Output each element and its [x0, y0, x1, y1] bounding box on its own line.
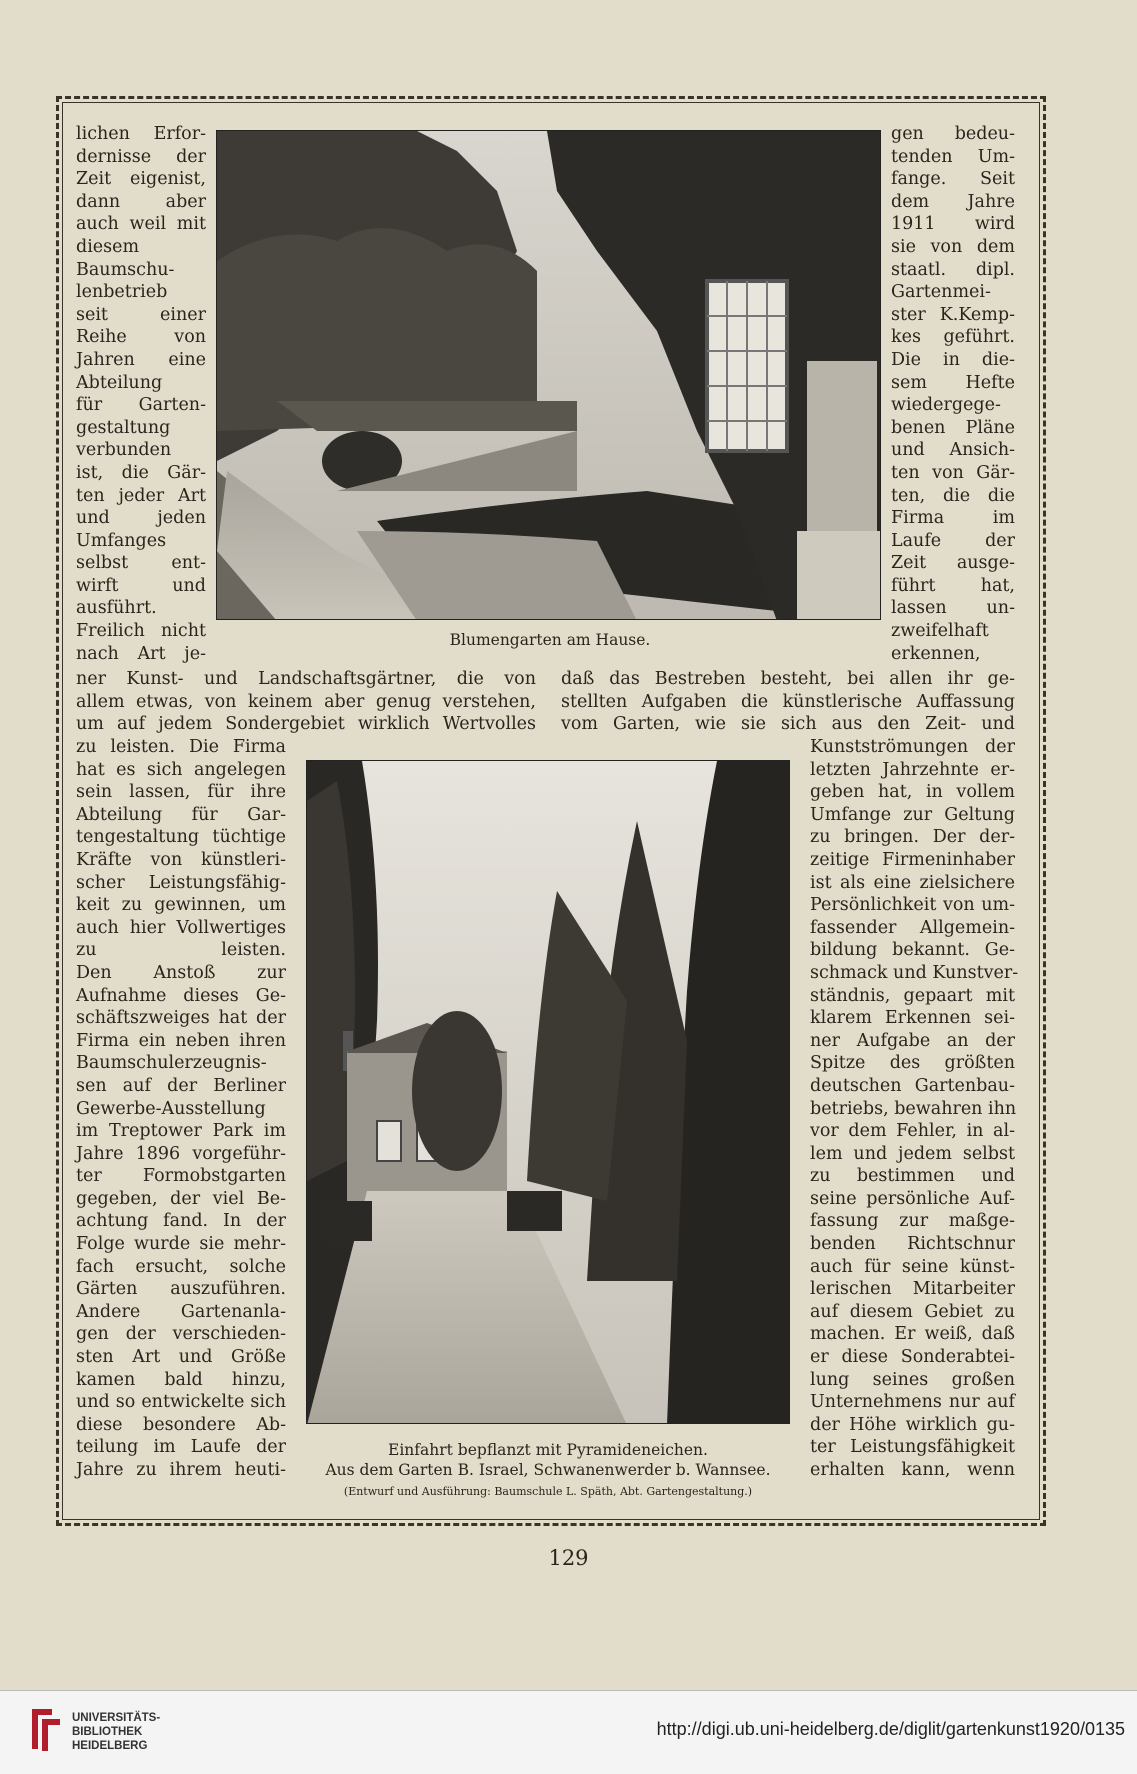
text-line: Zeit eigenist,	[76, 169, 206, 190]
text-line: Jahren eine	[76, 349, 206, 370]
text-line: fassung zur maßge-	[810, 1211, 1015, 1232]
text-line: Andere Gartenanla-	[76, 1301, 286, 1322]
text-line: stellten Aufgaben die künstlerische Auffassung	[561, 691, 1015, 712]
right-column-top	[891, 123, 1015, 665]
text-line: tengestaltung tüchtige	[76, 827, 286, 848]
text-line: Kunstströmungen der	[810, 737, 1015, 757]
text-line: Kräfte von künstleri-	[76, 849, 286, 870]
text-line: um auf jedem Sondergebiet wirklich Wertvolles	[76, 714, 536, 735]
text-line: fange. Seit	[891, 169, 1015, 190]
text-line: Laufe der	[891, 530, 1015, 551]
text-line: diesem	[76, 236, 140, 257]
text-line: Umfange zur Geltung	[810, 804, 1015, 825]
text-line: allem etwas, von keinem aber genug verstehen,	[76, 691, 536, 712]
text-line: auch hier Vollwertiges	[76, 917, 286, 938]
text-line: Abteilung für Gar-	[76, 804, 286, 825]
text-line: teilung im Laufe der	[76, 1437, 286, 1458]
text-line: Zeit ausge-	[891, 553, 1015, 574]
photo-driveway-oaks	[306, 760, 790, 1424]
text-line: benden Richtschnur	[810, 1234, 1015, 1255]
text-line: lassen un-	[891, 598, 1015, 619]
text-line: auf diesem Gebiet zu	[810, 1301, 1015, 1322]
text-line: geben hat, in vollem	[810, 782, 1015, 803]
text-line: zu bestimmen und	[810, 1166, 1015, 1187]
text-line: Jahre 1896 vorgeführ-	[76, 1143, 286, 1164]
text-line: deutschen Gartenbau-	[810, 1075, 1015, 1096]
source-url-link[interactable]: http://digi.ub.uni-heidelberg.de/diglit/gartenkunst1920/0135	[656, 1719, 1125, 1739]
text-line: und so entwickelte sich	[76, 1392, 286, 1413]
text-line: bildung bekannt. Ge-	[810, 940, 1015, 961]
text-line: der Höhe wirklich gu-	[810, 1414, 1015, 1435]
text-line: ten, die die	[891, 485, 1015, 506]
text-line: achtung fand. In der	[76, 1211, 286, 1232]
caption-driveway	[300, 1440, 796, 1502]
text-line: dernisse der	[76, 146, 206, 167]
text-line: sein lassen, für ihre	[76, 782, 286, 803]
text-line: gestaltung	[76, 417, 171, 438]
text-line: Den Anstoß zur	[76, 962, 286, 983]
text-line: und Ansich-	[891, 440, 1015, 461]
text-line: Gartenmei-	[891, 282, 991, 303]
text-line: Baumschulerzeugnis-	[76, 1053, 267, 1074]
text-line: Jahre zu ihrem heuti-	[76, 1460, 286, 1480]
text-line: ner Aufgabe an der	[810, 1030, 1015, 1051]
text-line: ter Leistungsfähigkeit	[810, 1437, 1015, 1458]
text-line: vor dem Fehler, in al-	[810, 1121, 1015, 1142]
text-line: lung seines großen	[810, 1369, 1015, 1390]
text-line: ster K.Kemp-	[891, 304, 1015, 325]
text-line: dem Jahre	[891, 191, 1015, 212]
text-line: scher Leistungsfähig-	[76, 872, 286, 893]
text-line: keit zu gewinnen, um	[76, 895, 286, 916]
text-line: für Garten-	[76, 395, 206, 416]
text-line: vom Garten, wie sie sich aus den Zeit- und	[561, 714, 1015, 735]
page-number: 129	[548, 1546, 589, 1570]
text-line: benen Pläne	[891, 417, 1015, 438]
text-line: schäftszweiges hat der	[76, 1008, 286, 1029]
text-line: er diese Sonderabtei-	[810, 1347, 1015, 1368]
text-line: staatl. dipl.	[891, 259, 1015, 280]
text-line: Baumschu-	[76, 259, 175, 280]
text-line: gen bedeu-	[891, 124, 1015, 144]
text-line: auch weil mit	[76, 214, 206, 235]
text-line: ten von Gär-	[891, 462, 1015, 483]
text-line: verbunden	[76, 440, 172, 461]
left-column-bottom	[76, 736, 286, 1482]
text-line: sie von dem	[891, 236, 1015, 257]
text-line: Umfanges	[76, 530, 167, 551]
text-line: Gärten auszuführen.	[76, 1279, 286, 1300]
text-line: seit einer	[76, 304, 206, 325]
footer-bar	[0, 1690, 1137, 1774]
text-line: seine persönliche Auf-	[810, 1188, 1015, 1209]
text-line: tenden Um-	[891, 146, 1015, 167]
text-line: zu leisten.	[76, 940, 286, 961]
text-line: 1911 wird	[891, 214, 1015, 235]
text-line: ist, die Gär-	[76, 462, 206, 483]
text-line: führt hat,	[891, 575, 1015, 596]
text-line: im Treptower Park im	[76, 1121, 286, 1142]
library-logo-icon[interactable]	[26, 1705, 66, 1755]
text-line: Aufnahme dieses Ge-	[76, 985, 286, 1006]
right-full-text	[561, 668, 1015, 736]
text-line: schmack und Kunstver-	[810, 962, 1019, 983]
text-line: daß das Bestreben besteht, bei allen ihr ge-	[561, 669, 1015, 689]
caption-driveway-line3: (Entwurf und Ausführung: Baumschule L. Späth, Abt. Gartengestaltung.)	[343, 1485, 753, 1498]
text-line: diese besondere Ab-	[76, 1414, 286, 1435]
text-line: fassender Allgemein-	[810, 917, 1015, 938]
text-line: dann aber	[76, 191, 206, 212]
caption-driveway-line2: Aus dem Garten B. Israel, Schwanenwerder b. Wannsee.	[325, 1461, 771, 1479]
text-line: Persönlichkeit von um-	[810, 895, 1015, 916]
caption-flower-garden: Blumengarten am Hause.	[449, 631, 651, 649]
text-line: Firma im	[891, 508, 1015, 529]
text-line: sten Art und Größe	[76, 1347, 286, 1368]
text-line: zu bringen. Der der-	[810, 827, 1015, 848]
text-line: machen. Er weiß, daß	[810, 1324, 1015, 1345]
text-line: ten jeder Art	[76, 485, 206, 506]
text-line: zweifelhaft	[891, 621, 989, 642]
caption-driveway-line1: Einfahrt bepflanzt mit Pyramideneichen.	[388, 1441, 708, 1459]
text-line: Freilich nicht	[76, 621, 206, 642]
right-column-bottom	[810, 736, 1019, 1482]
text-line: lichen Erfor-	[76, 124, 206, 144]
text-line: kes geführt.	[891, 327, 1015, 348]
text-line: wiedergege-	[891, 395, 1001, 416]
text-line: lenbetrieb	[76, 282, 168, 303]
text-line: letzten Jahrzehnte er-	[810, 759, 1015, 780]
text-line: selbst ent-	[76, 553, 206, 574]
text-line: ner Kunst- und Landschaftsgärtner, die von	[76, 669, 536, 689]
text-line: auch für seine künst-	[810, 1256, 1015, 1277]
text-line: ausführt.	[76, 598, 157, 619]
photo-flower-garden	[216, 130, 881, 620]
text-line: lem und jedem selbst	[810, 1143, 1015, 1164]
text-line: gen der verschieden-	[76, 1324, 286, 1345]
text-line: kamen bald hinzu,	[76, 1369, 286, 1390]
text-line: Gewerbe-Ausstellung	[76, 1098, 266, 1119]
text-line: erhalten kann, wenn	[810, 1460, 1015, 1480]
text-line: zu leisten. Die Firma	[76, 737, 286, 757]
text-line: wirft und	[76, 575, 206, 596]
text-line: sen auf der Berliner	[76, 1075, 286, 1096]
text-line: sem Hefte	[891, 372, 1015, 393]
text-line: Spitze des größten	[810, 1053, 1015, 1074]
text-line: klarem Erkennen sei-	[810, 1008, 1015, 1029]
text-line: Folge wurde sie mehr-	[76, 1234, 286, 1255]
text-line: und jeden	[76, 508, 206, 529]
text-line: fach ersucht, solche	[76, 1256, 286, 1277]
text-line: zeitige Firmeninhaber	[810, 849, 1015, 870]
text-line: ständnis, gepaart mit	[810, 985, 1015, 1006]
left-full-text	[76, 668, 536, 736]
text-line: Firma ein neben ihren	[76, 1030, 286, 1051]
text-line: nach Art je-	[76, 643, 206, 664]
text-line: betriebs, bewahren ihn	[810, 1098, 1017, 1119]
text-line: gegeben, der viel Be-	[76, 1188, 286, 1209]
text-line: lerischen Mitarbeiter	[810, 1279, 1015, 1300]
text-line: hat es sich angelegen	[76, 759, 286, 780]
text-line: erkennen,	[891, 643, 981, 664]
text-line: ter Formobstgarten	[76, 1166, 286, 1187]
text-line: Reihe von	[76, 327, 206, 348]
text-line: Unternehmens nur auf	[810, 1392, 1015, 1413]
left-column-top	[76, 123, 206, 665]
text-line: Abteilung	[76, 372, 163, 393]
text-line: Die in die-	[891, 349, 1015, 370]
library-name[interactable]: UNIVERSITÄTS- BIBLIOTHEK HEIDELBERG	[72, 1712, 161, 1752]
text-line: ist als eine zielsichere	[810, 872, 1015, 893]
